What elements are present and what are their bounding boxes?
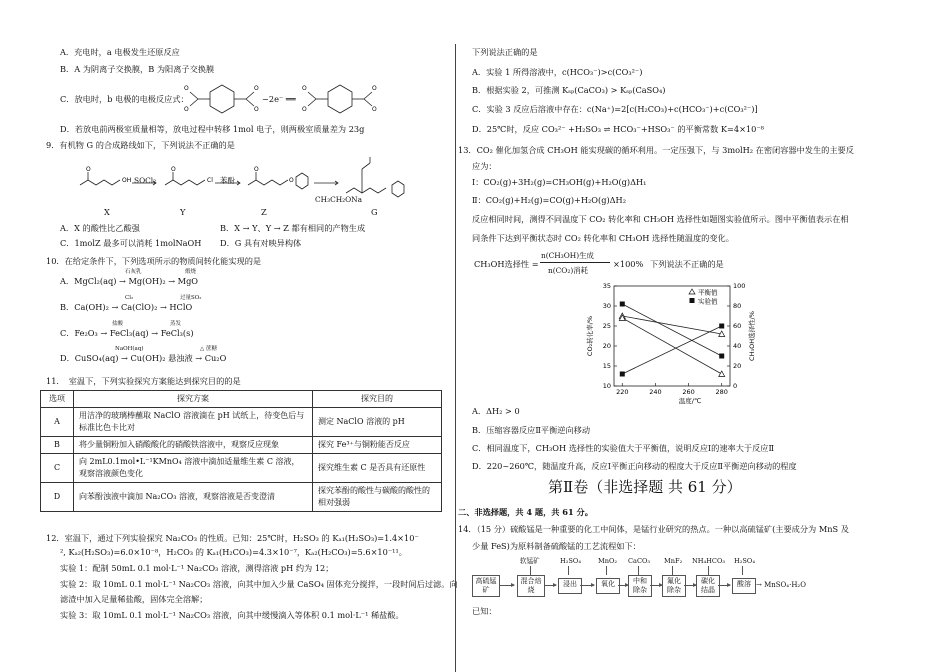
q14-line-2: 少量 FeS)为原料制备硫酸锰的工艺流程如下：: [472, 541, 641, 551]
q10-d-cond-2: △ 蔗糖: [200, 346, 217, 352]
row-plan: 将少量铜粉加入硝酸酸化的硝酸铁溶液中，观察反应现象: [74, 437, 313, 454]
svg-text:O: O: [372, 85, 377, 92]
q13-option-a: A．ΔH₂ > 0: [472, 406, 520, 416]
q13-reaction-2: Ⅱ：CO₂(g)+H₂(g)=CO(g)+H₂O(g)ΔH₂: [472, 195, 626, 205]
x-axis-label: 温度/℃: [678, 397, 702, 405]
q10-c-cond-1: 盐酸: [112, 321, 124, 327]
q8-option-a: A．充电时，a 电极发生还原反应: [60, 47, 180, 57]
y-right-tick-label: 60: [733, 322, 742, 330]
flow-box: 浸出: [558, 578, 582, 594]
legend-label: 实验值: [698, 297, 718, 306]
q14-known: 已知：: [472, 606, 497, 616]
q12-line-2: ², Kₐ₂(H₂SO₃)=6.0×10⁻⁸，H₂CO₃ 的 Kₐ₁(H₂CO₃)=4.3×10⁻⁷，Kₐ₂(H₂CO₃)=5.6×10⁻¹¹。: [60, 547, 407, 557]
row-purpose: 探究苯酚的酸性与碳酸的酸性的相对强弱: [313, 483, 442, 512]
header-option: 选项: [41, 391, 74, 408]
header-plan: 探究方案: [74, 391, 313, 408]
q12-option-b: B．根据实验 2，可推测 Kₛₚ(CaCO₃) > Kₛₚ(CaSO₄): [472, 85, 666, 95]
q13-frac-left: CH₃OH选择性 =: [474, 259, 539, 269]
legend-marker-square: [690, 298, 695, 303]
svg-text:O: O: [254, 106, 259, 113]
table-row: [41, 454, 442, 483]
flow-reagent: 软锰矿: [520, 557, 540, 565]
flow-reagent: H₂SO₄: [734, 557, 755, 565]
series-line: [622, 316, 721, 334]
q13-line-1: 13．CO₂ 催化加氢合成 CH₃OH 能实现碳的循环利用。一定压强下，与 3molH₂ 在密闭容器中发生的主要反: [458, 145, 854, 155]
q12-option-c: C．实验 3 反应后溶液中存在：c(Na⁺)=2[c(H₂CO₃)+c(HCO₃⁻)+c(CO₃²⁻)]: [472, 104, 758, 114]
q10-a-cond-2: 煅烧: [185, 269, 197, 275]
svg-text:O: O: [254, 166, 259, 173]
q12-exp-2a: 实验 2：取 10mL 0.1 mol·L⁻¹ Na₂CO₃ 溶液，向其中加入少量 CaSO₄ 固体充分搅拌，一段时间后过滤。向: [60, 579, 458, 589]
svg-text:O: O: [289, 177, 294, 184]
q13-option-d: D．220~260℃，随温度升高，反应Ⅰ平衡正向移动的程度大于反应Ⅱ平衡逆向移动的程度: [472, 461, 797, 471]
series-line: [622, 318, 721, 374]
svg-text:O: O: [184, 85, 189, 92]
q9-reagent-1: SOCl₂: [134, 176, 157, 185]
data-point-triangle: [719, 371, 725, 377]
q13-option-c: C．相同温度下，CH₃OH 选择性的实验值大于平衡值，说明反应Ⅰ的速率大于反应Ⅱ: [472, 443, 775, 453]
q11-stem: 11． 室温下，下列实验探究方案能达到探究目的的是: [46, 376, 241, 386]
row-option: A: [41, 408, 74, 437]
row-purpose: 探究维生素 C 是否具有还原性: [313, 454, 442, 483]
q9-reagent-2: 苯酚: [220, 176, 235, 185]
q10-d-cond-1: NaOH(aq): [115, 346, 144, 352]
flow-box: 高硫锰矿: [472, 575, 500, 597]
data-point-square: [719, 354, 724, 359]
flow-product: → MnSO₄·H₂O: [756, 581, 806, 589]
table-row: [41, 437, 442, 454]
series-line: [622, 326, 721, 374]
q9-synthesis-route: [70, 155, 430, 213]
q13-frac-denominator: n(CO₂)消耗: [548, 266, 588, 275]
row-plan: 向苯酚浊液中滴加 Na₂CO₃ 溶液，观察溶液是否变澄清: [74, 483, 313, 512]
column-divider: [455, 44, 456, 672]
q9-option-c: C．1molZ 最多可以消耗 1molNaOH: [60, 238, 202, 248]
y-left-axis-label: CO₂转化率/%: [586, 315, 594, 357]
q9-option-a: A．X 的酸性比乙酸强: [60, 223, 140, 233]
flow-box: 氧化: [596, 578, 620, 594]
q14-line-1: 14．（15 分）硫酸锰是一种重要的化工中间体，是锰行业研究的热点。一种以高硫锰矿(主要成分为 MnS 及: [458, 524, 849, 534]
q10-option-b: B．Ca(OH)₂ → Ca(ClO)₂ → HClO: [60, 302, 193, 312]
q12-line-1: 12．室温下，通过下列实验探究 Na₂CO₃ 的性质。已知：25℃时，H₂SO₃ 的 Kₐ₁(H₂SO₃)=1.4×10⁻: [46, 533, 419, 543]
q12-exp-1: 实验 1：配制 50mL 0.1 mol·L⁻¹ Na₂CO₃ 溶液，测得溶液 pH 约为 12；: [60, 563, 334, 573]
svg-text:O: O: [184, 106, 189, 113]
y-right-tick-label: 80: [733, 302, 742, 310]
q12-exp-2b: 滤渣中加入足量稀盐酸，固体完全溶解；: [60, 594, 208, 604]
row-plan: 用洁净的玻璃棒蘸取 NaClO 溶液滴在 pH 试纸上，待变色后与标准比色卡比对: [74, 408, 313, 437]
svg-text:O: O: [372, 106, 377, 113]
table-header-row: [41, 391, 442, 408]
q10-option-a: A．MgCl₂(aq) → Mg(OH)₂ → MgO: [60, 276, 199, 286]
q10-stem: 10．在给定条件下，下列选项所示的物质间转化能实现的是: [46, 256, 262, 266]
row-option: C: [41, 454, 74, 483]
y-left-tick-label: 30: [602, 302, 611, 310]
q8-option-d: D．若放电前两极室质量相等，放电过程中转移 1mol 电子，则两极室质量差为 23g: [60, 124, 365, 134]
q10-b-cond-2: 过量SO₂: [180, 295, 202, 301]
series-line: [622, 304, 721, 356]
q10-a-cond-1: 石灰乳: [125, 269, 142, 275]
q9-label-y: Y: [180, 207, 186, 217]
data-point-square: [620, 372, 625, 377]
q8-c-equation: −2e⁻ ══: [262, 94, 296, 104]
row-purpose: 测定 NaClO 溶液的 pH: [313, 408, 442, 437]
x-tick-label: 280: [715, 388, 728, 396]
svg-text:O: O: [254, 85, 259, 92]
q13-frac-right: ×100%: [613, 259, 644, 269]
q13-frac-bar: [540, 262, 610, 263]
svg-text:O: O: [302, 85, 307, 92]
flow-reagent: MnO₂: [598, 557, 618, 565]
q12-option-d: D．25℃时，反应 CO₃²⁻ +H₂SO₃ ⇌ HCO₃⁻+HSO₃⁻ 的平衡常数 K=4×10⁻⁸: [472, 124, 764, 134]
q9-stem: 9．有机物 G 的合成路线如下，下列说法不正确的是: [46, 140, 235, 150]
svg-text:Cl: Cl: [207, 177, 213, 184]
q12-exp-3: 实验 3：取 10mL 0.1 mol·L⁻¹ Na₂CO₃ 溶液，向其中缓慢滴入等体积 0.1 mol·L⁻¹ 稀盐酸。: [60, 610, 404, 620]
q10-c-cond-2: 蒸发: [170, 321, 182, 327]
row-option: D: [41, 483, 74, 512]
q9-label-g: G: [371, 207, 378, 217]
q13-frac-numerator: n(CH₃OH)生成: [541, 251, 594, 260]
y-right-tick-label: 0: [733, 382, 738, 390]
data-point-square: [620, 302, 625, 307]
header-purpose: 探究目的: [313, 391, 442, 408]
q13-chart: [580, 278, 760, 406]
q9-option-d: D．G 具有对映异构体: [220, 238, 302, 248]
q11-table: [40, 390, 442, 512]
legend-marker-triangle: [689, 289, 695, 294]
q8-option-c: C．放电时，b 电极的电极反应式：: [60, 94, 189, 104]
q10-option-c: C．Fe₂O₃ → FeCl₃(aq) → FeCl₃(s): [60, 328, 194, 338]
q9-label-z: Z: [261, 207, 267, 217]
y-left-tick-label: 20: [602, 342, 611, 350]
flow-box: 氟化除杂: [662, 575, 686, 597]
q13-after-frac: 下列说法不正确的是: [650, 259, 724, 269]
flow-box: 中和除杂: [628, 575, 652, 597]
x-tick-label: 240: [649, 388, 662, 396]
q8-c-structures: [180, 78, 420, 124]
x-tick-label: 260: [682, 388, 695, 396]
flow-reagent: H₂SO₄: [560, 557, 581, 565]
y-left-tick-label: 25: [602, 322, 611, 330]
y-right-tick-label: 100: [733, 282, 746, 290]
q13-reaction-1: Ⅰ：CO₂(g)+3H₂(g)=CH₃OH(g)+H₂O(g)ΔH₁: [472, 177, 647, 187]
row-purpose: 探究 Fe³⁺与铜粉能否反应: [313, 437, 442, 454]
y-left-tick-label: 35: [602, 282, 611, 290]
y-right-tick-label: 20: [733, 362, 742, 370]
svg-text:O: O: [86, 166, 91, 173]
flow-box: 混合焙烧: [517, 575, 545, 597]
section-subtitle: 二、非选择题，共 4 题，共 61 分。: [458, 507, 593, 517]
q14-flowchart: [470, 555, 940, 605]
row-plan: 向 2mL0.1mol•L⁻¹KMnO₄ 溶液中滴加适量维生素 C 溶液，观察溶液颜色变化: [74, 454, 313, 483]
y-left-tick-label: 10: [602, 382, 611, 390]
q13-para-1: 反应相同时间，测得不同温度下 CO₂ 转化率和 CH₃OH 选择性如题图实验值所示。图中平衡值表示在相: [472, 214, 849, 224]
flow-reagent: CaCO₃: [628, 557, 651, 565]
flow-box: 碳化结晶: [696, 575, 720, 597]
legend-label: 平衡值: [698, 288, 718, 297]
flow-reagent: NH₄HCO₃: [692, 557, 726, 565]
table-row: [41, 408, 442, 437]
q9-option-b: B．X → Y、Y → Z 都有相同的产物生成: [220, 223, 366, 233]
table-row: [41, 483, 442, 512]
q9-label-x: X: [104, 207, 110, 217]
q8-option-b: B．A 为阴离子交换膜，B 为阳离子交换膜: [60, 64, 215, 74]
q13-line-2: 应为：: [472, 161, 497, 171]
svg-text:OH: OH: [122, 177, 132, 184]
y-right-axis-label: CH₃OH选择性/%: [748, 311, 756, 361]
y-right-tick-label: 40: [733, 342, 742, 350]
q13-option-b: B．压缩容器反应Ⅱ平衡逆向移动: [472, 425, 591, 435]
data-point-square: [719, 324, 724, 329]
flow-reagent: MnF₂: [664, 557, 683, 565]
section-title: 第Ⅱ卷（非选择题 共 61 分）: [548, 478, 742, 496]
q10-option-d: D．CuSO₄(aq) → Cu(OH)₂ 悬浊液 → Cu₂O: [60, 353, 227, 363]
q13-para-2: 同条件下达到平衡状态时 CO₂ 转化率和 CH₃OH 选择性随温度的变化。: [472, 233, 734, 243]
q12-cont-stem: 下列说法正确的是: [472, 47, 538, 57]
x-tick-label: 220: [616, 388, 629, 396]
flow-box: 酸溶: [732, 578, 756, 594]
q10-b-cond-1: Cl₂: [125, 295, 134, 301]
svg-text:O: O: [302, 106, 307, 113]
row-option: B: [41, 437, 74, 454]
svg-text:O: O: [171, 166, 176, 173]
q12-option-a: A．实验 1 所得溶液中，c(HCO₃⁻)>c(CO₃²⁻): [472, 67, 643, 77]
q9-reagent-3: CH₃CH₂ONa: [315, 195, 363, 204]
y-left-tick-label: 15: [602, 362, 611, 370]
